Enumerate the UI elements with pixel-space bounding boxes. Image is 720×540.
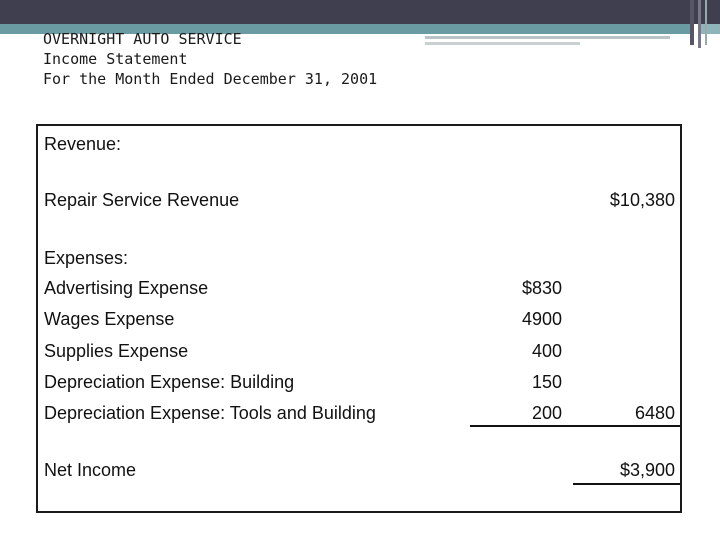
decorative-stripe <box>705 0 707 45</box>
total-expenses-amount: 6480 <box>634 403 675 423</box>
accent-bar-right <box>700 24 720 34</box>
header-bar <box>0 0 705 24</box>
report-title: Income Statement <box>43 50 188 68</box>
expense-amount: 200 <box>531 403 562 423</box>
revenue-label: Repair Service Revenue <box>44 190 240 210</box>
company-name: OVERNIGHT AUTO SERVICE <box>43 30 242 48</box>
statement-heading <box>43 29 377 89</box>
total-underline <box>470 425 680 427</box>
decorative-line <box>425 42 580 45</box>
revenue-heading: Revenue: <box>44 134 122 154</box>
decorative-stripe <box>698 0 701 48</box>
expense-label: Depreciation Expense: Building <box>44 372 295 392</box>
expenses-heading: Expenses: <box>44 248 129 268</box>
income-statement-box <box>36 124 682 513</box>
report-period: For the Month Ended December 31, 2001 <box>43 70 378 88</box>
expense-label: Wages Expense <box>44 309 175 329</box>
expense-amount: $830 <box>521 278 562 298</box>
header-bar-right <box>705 0 720 24</box>
net-income-amount: $3,900 <box>619 460 675 480</box>
revenue-amount: $10,380 <box>609 190 675 210</box>
expense-label: Depreciation Expense: Tools and Building <box>44 403 376 423</box>
expense-amount: 400 <box>531 341 562 361</box>
net-income-label: Net Income <box>44 460 137 480</box>
decorative-stripe <box>690 0 694 45</box>
expense-amount: 150 <box>531 372 562 392</box>
decorative-line <box>425 36 670 39</box>
expense-amount: 4900 <box>521 309 562 329</box>
expense-label: Advertising Expense <box>44 278 209 298</box>
net-income-underline <box>573 483 680 485</box>
expense-label: Supplies Expense <box>44 341 189 361</box>
